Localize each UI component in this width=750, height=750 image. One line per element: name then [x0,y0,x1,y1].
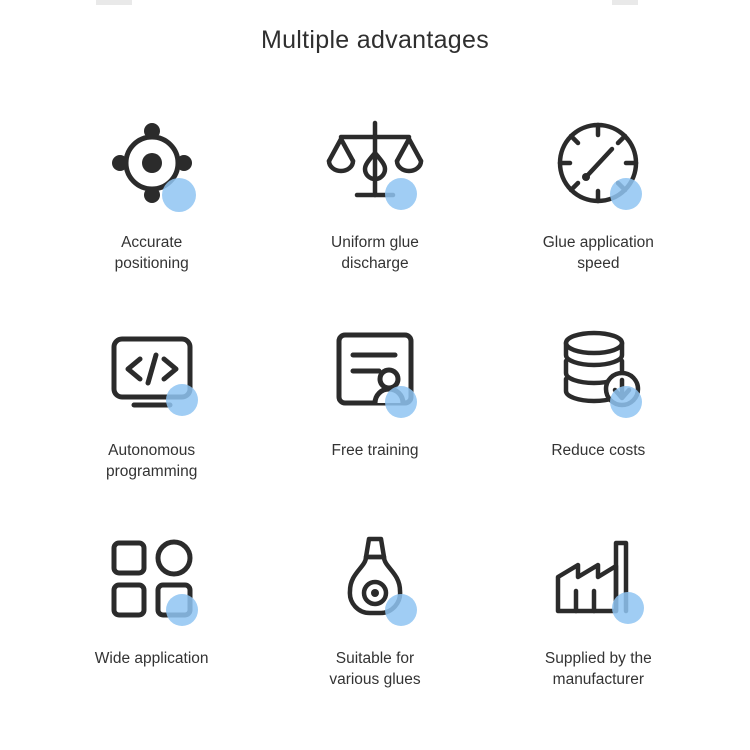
crop-mark-right [612,0,638,5]
page-title: Multiple advantages [260,26,490,54]
speedometer-icon [538,108,658,218]
advantage-item [40,316,263,524]
advantage-label: Reduce costs [551,442,646,459]
advantage-item [487,108,710,316]
advantage-item [487,524,710,732]
coins-down-arrow-icon [538,316,658,426]
advantage-item [40,108,263,316]
advantage-label: Wide application [94,650,209,667]
training-card-person-icon [315,316,435,426]
advantage-item [263,524,486,732]
balance-scale-drop-icon [315,108,435,218]
advantage-label: Glue application speed [542,234,654,272]
advantage-item [487,316,710,524]
code-screen-icon [92,316,212,426]
advantage-label: Uniform glue discharge [331,234,419,272]
advantage-label: Suitable for various glues [329,650,421,688]
crop-mark-left [96,0,132,5]
advantage-label: Free training [331,442,419,459]
advantage-item [263,316,486,524]
target-positioning-icon [92,108,212,218]
advantage-label: Autonomous programming [106,442,198,480]
glue-bottle-icon [315,524,435,634]
advantage-item [40,524,263,732]
top-crop-marks [0,0,750,12]
shapes-grid-icon [92,524,212,634]
factory-icon [538,524,658,634]
advantage-label: Supplied by the manufacturer [544,650,652,688]
advantages-grid [40,108,710,732]
advantage-label: Accurate positioning [114,234,189,272]
advantage-item [263,108,486,316]
